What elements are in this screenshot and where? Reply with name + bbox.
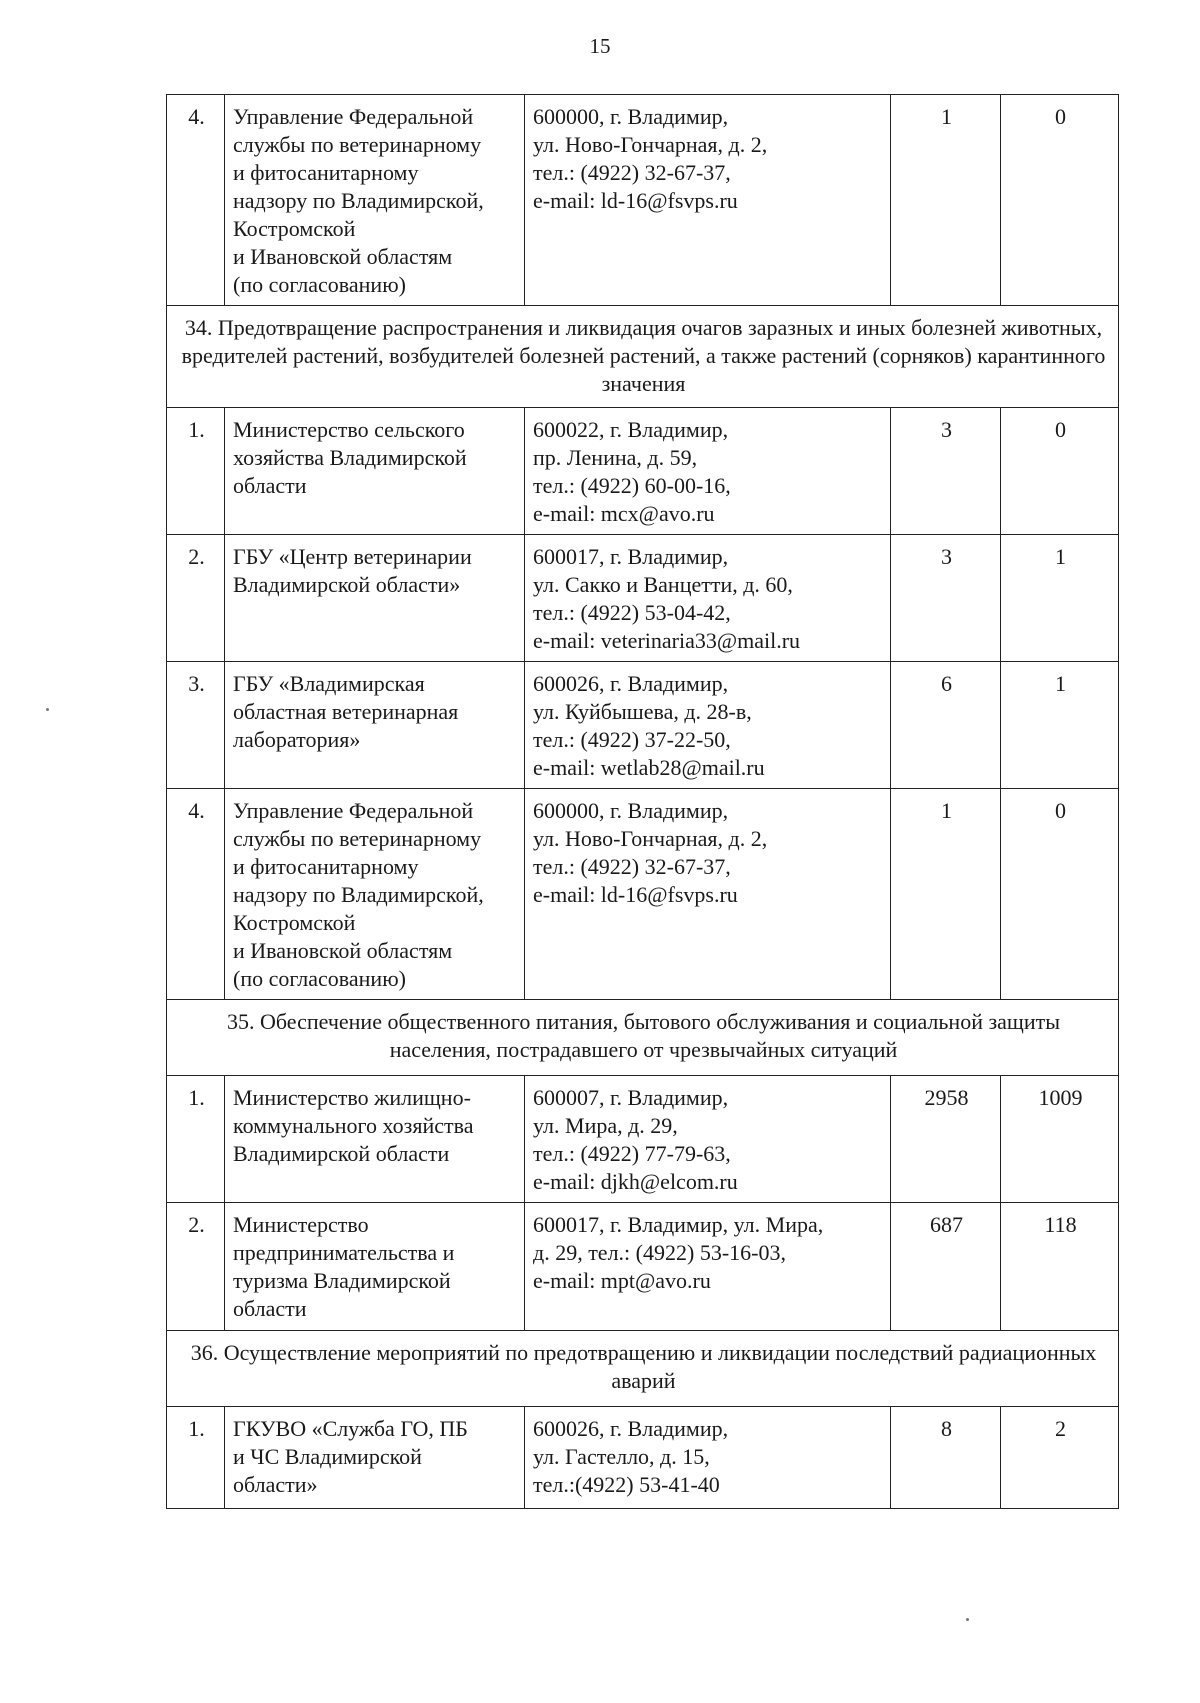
page-number: 15 <box>589 34 611 58</box>
contact-info: 600022, г. Владимир, пр. Ленина, д. 59, тел.: (4922) 60-00-16, e-mail: mcx@avo.ru <box>525 408 891 535</box>
count-equipment: 0 <box>1001 789 1119 1000</box>
count-personnel: 1 <box>891 95 1001 306</box>
table-row <box>167 789 1119 1000</box>
table-body <box>167 95 1119 1509</box>
section-header-row <box>167 1000 1119 1076</box>
count-equipment: 1 <box>1001 535 1119 662</box>
organization-name: Министерство жилищно- коммунального хозяйства Владимирской области <box>225 1076 525 1203</box>
contact-info: 600000, г. Владимир, ул. Ново-Гончарная, д. 2, тел.: (4922) 32-67-37, e-mail: ld-16@fsvps.ru <box>525 789 891 1000</box>
organization-name: ГБУ «Владимирская областная ветеринарная лаборатория» <box>225 662 525 789</box>
organization-name: Министерство предпринимательства и туризма Владимирской области <box>225 1203 525 1331</box>
table-row <box>167 1203 1119 1331</box>
section-header-row <box>167 1331 1119 1407</box>
organization-name: Управление Федеральной службы по ветеринарному и фитосанитарному надзору по Владимирской, Костромской и Ивановской областям (по согласованию) <box>225 789 525 1000</box>
row-number: 4. <box>167 789 225 1000</box>
count-equipment: 1 <box>1001 662 1119 789</box>
organization-name: Министерство сельского хозяйства Владимирской области <box>225 408 525 535</box>
contact-info: 600026, г. Владимир, ул. Куйбышева, д. 28-в, тел.: (4922) 37-22-50, e-mail: wetlab28@mail.ru <box>525 662 891 789</box>
section-title: 36. Осуществление мероприятий по предотвращению и ликвидации последствий радиационных аварий <box>167 1331 1119 1407</box>
count-personnel: 6 <box>891 662 1001 789</box>
section-title: 34. Предотвращение распространения и ликвидация очагов заразных и иных болезней животных, вредителей растений, возбудителей болезней растений, а также растений (сорняков) карантинного значения <box>167 306 1119 408</box>
row-number: 2. <box>167 535 225 662</box>
contact-info: 600000, г. Владимир, ул. Ново-Гончарная, д. 2, тел.: (4922) 32-67-37, e-mail: ld-16@fsvps.ru <box>525 95 891 306</box>
contact-info: 600026, г. Владимир, ул. Гастелло, д. 15, тел.:(4922) 53-41-40 <box>525 1407 891 1509</box>
row-number: 3. <box>167 662 225 789</box>
count-personnel: 2958 <box>891 1076 1001 1203</box>
organization-name: ГБУ «Центр ветеринарии Владимирской области» <box>225 535 525 662</box>
row-number: 1. <box>167 408 225 535</box>
count-personnel: 3 <box>891 535 1001 662</box>
table-row <box>167 408 1119 535</box>
table-row <box>167 1076 1119 1203</box>
row-number: 4. <box>167 95 225 306</box>
organization-name: Управление Федеральной службы по ветеринарному и фитосанитарному надзору по Владимирской, Костромской и Ивановской областям (по согласованию) <box>225 95 525 306</box>
count-equipment: 2 <box>1001 1407 1119 1509</box>
table-row <box>167 535 1119 662</box>
section-title: 35. Обеспечение общественного питания, бытового обслуживания и социальной защиты населения, пострадавшего от чрезвычайных ситуаций <box>167 1000 1119 1076</box>
table-row <box>167 662 1119 789</box>
organization-name: ГКУВО «Служба ГО, ПБ и ЧС Владимирской области» <box>225 1407 525 1509</box>
row-number: 2. <box>167 1203 225 1331</box>
scan-speck <box>966 1618 969 1621</box>
count-equipment: 0 <box>1001 95 1119 306</box>
section-header-row <box>167 306 1119 408</box>
count-equipment: 1009 <box>1001 1076 1119 1203</box>
table-row <box>167 95 1119 306</box>
count-equipment: 118 <box>1001 1203 1119 1331</box>
table-row <box>167 1407 1119 1509</box>
contact-info: 600007, г. Владимир, ул. Мира, д. 29, тел.: (4922) 77-79-63, e-mail: djkh@elcom.ru <box>525 1076 891 1203</box>
count-personnel: 3 <box>891 408 1001 535</box>
count-personnel: 8 <box>891 1407 1001 1509</box>
row-number: 1. <box>167 1407 225 1509</box>
count-equipment: 0 <box>1001 408 1119 535</box>
contact-info: 600017, г. Владимир, ул. Мира, д. 29, тел.: (4922) 53-16-03, e-mail: mpt@avo.ru <box>525 1203 891 1331</box>
scan-speck <box>46 708 49 711</box>
count-personnel: 687 <box>891 1203 1001 1331</box>
count-personnel: 1 <box>891 789 1001 1000</box>
organizations-table <box>166 94 1119 1509</box>
contact-info: 600017, г. Владимир, ул. Сакко и Ванцетти, д. 60, тел.: (4922) 53-04-42, e-mail: veterinaria33@mail.ru <box>525 535 891 662</box>
row-number: 1. <box>167 1076 225 1203</box>
